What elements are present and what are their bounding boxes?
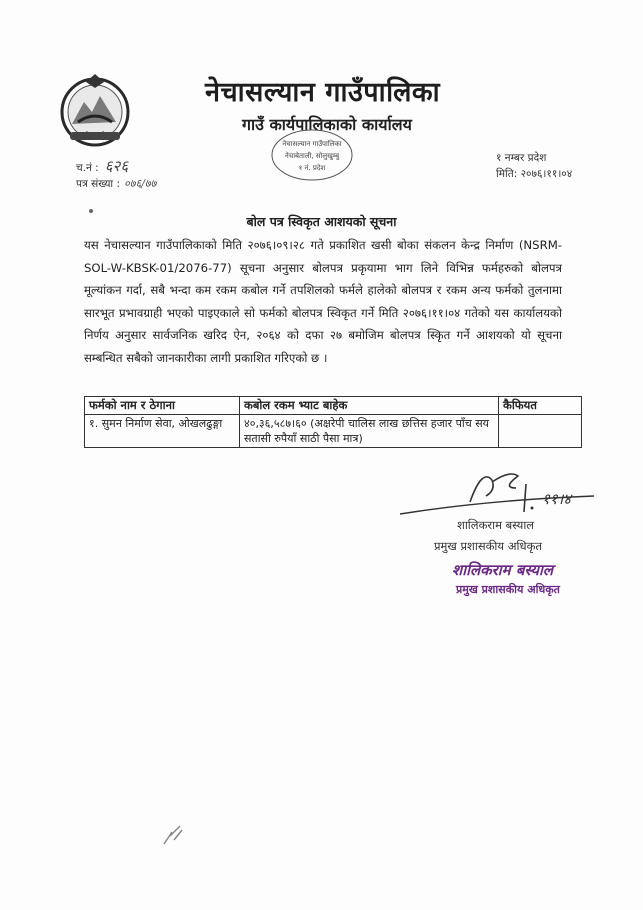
cell-remarks — [499, 415, 582, 448]
notice-body: यस नेचासल्यान गाउँपालिकाको मिति २०७६।०९।२८ गते प्रकाशित खसी बोका संकलन केन्द्र निर्माण (NSRM-SOL-W-KBSK-01/2076-77) सूचना अनुसार बोलपत्र प्रकृयामा भाग लिने विभिन्न फर्महरुको बोलपत्र मूल्यांकन गर्दा, सबै भन्दा कम रकम कबोल गर्ने तपशिलको फर्मले हालेको बोलपत्र र रकम अन्य फर्मको तुलनामा सारभूत प्रभावग्राही भएको पाइएकाले सो फर्मको बोलपत्र स्विकृत गर्ने मिति २०७६।११।०४ गतेको यस कार्यालयको निर्णय अनुसार सार्वजनिक खरिद ऐन, २०६४ को दफा २७ बमोजिम बोलपत्र स्किृत गर्ने आशयको यो सूचना सम्बन्धित सबैको जानकारीका लागी प्रकाशित गरिएको छ । — [84, 238, 562, 365]
date-text: मिति: २०७६।११।०४ — [496, 168, 573, 180]
signatory-name: शालिकराम बस्याल — [457, 518, 535, 532]
cell-amount: ४०,३६,५८७।६० (अक्षरेपी चालिस लाख छत्तिस हजार पाँच सय सतासी रुपैयाँ साठी पैसा मात्र) — [240, 415, 499, 448]
stamp-signatory-name: शालिकराम बस्याल — [452, 561, 554, 579]
signatory-post: प्रमुख प्रशासकीय अधिकृत — [434, 539, 542, 553]
col-remarks: कैफियत — [499, 397, 582, 415]
table-header-row — [85, 397, 582, 415]
reference-block — [76, 158, 156, 192]
letter-no-value: ६२६ — [104, 157, 129, 175]
signature-mark — [398, 462, 598, 524]
stamp-line-3: १ नं. प्रदेश — [298, 164, 326, 172]
stamp-line-1: नेचासल्यान गाउँपालिका — [282, 140, 342, 148]
org-name: नेचासल्यान गाउँपालिका — [205, 77, 441, 108]
stamp-signatory-post: प्रमुख प्रशासकीय अधिकृत — [456, 583, 560, 596]
office-name: गाउँ कार्यपालिकाको कार्यालय — [242, 115, 412, 134]
fiscal-label: पत्र संख्या : — [76, 178, 121, 190]
notice-title: बोल पत्र स्विकृत आशयको सूचना — [246, 214, 397, 229]
col-firm: फर्मको नाम र ठेगाना — [85, 397, 240, 415]
office-stamp — [270, 128, 354, 182]
bid-table — [84, 396, 582, 448]
ink-mark — [160, 822, 186, 848]
nepal-emblem-icon — [56, 72, 134, 148]
col-amount: कबोल रकम भ्याट बाहेक — [240, 397, 499, 415]
cell-firm: १. सुमन निर्माण सेवा, ओखलढुङ्गा — [85, 415, 240, 448]
stamp-line-2: नेचाबेताली, सोलुखुम्बु — [284, 152, 340, 160]
signature-date: ११।४ — [542, 490, 572, 508]
right-info — [496, 150, 572, 182]
table-row — [85, 415, 582, 448]
province-text: १ नम्बर प्रदेश — [496, 152, 547, 164]
fiscal-value: ०७६/७७ — [124, 177, 157, 190]
letter-no-label: च.नं : — [76, 162, 99, 174]
